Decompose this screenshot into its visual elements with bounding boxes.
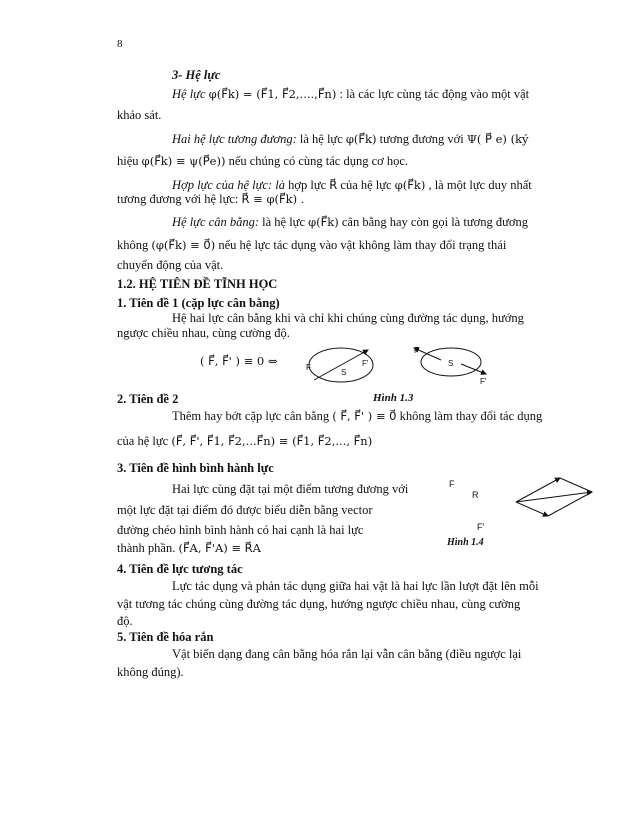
formula: (F⃗, F⃗', F⃗1, F⃗2,...F⃗n) ≡ (F⃗1, F⃗2,..., F⃗n) xyxy=(171,434,373,448)
parallelogram-side xyxy=(560,478,592,492)
formula: ( F⃗, F⃗' ) ≡ 0⃗ xyxy=(332,409,397,423)
paragraph-line: khảo sát. xyxy=(117,108,162,122)
formula: R⃗ xyxy=(329,178,338,192)
text: nếu chúng có cùng tác dụng cơ học. xyxy=(228,154,409,168)
axiom-4-heading: 4. Tiên đề lực tương tác xyxy=(117,562,243,576)
paragraph-line xyxy=(117,154,408,169)
axiom-3-line: một lực đặt tại điểm đó được biểu diễn bằng vector xyxy=(117,503,373,517)
fig-label-s: S xyxy=(448,359,454,368)
formula: φ(F⃗k) xyxy=(308,215,339,229)
axiom-1-line: ngược chiều nhau, cùng cường độ. xyxy=(117,326,290,340)
formula: φ(F⃗k) xyxy=(345,132,377,146)
text: là hệ lực xyxy=(299,132,343,146)
fig-label-f: F xyxy=(449,479,455,489)
fig-label-f: F xyxy=(306,363,311,372)
paragraph-line: chuyển động của vật. xyxy=(117,258,224,272)
term: Hệ lực xyxy=(172,87,206,101)
fig-label-r: R xyxy=(472,490,479,500)
axiom-4-line: Lực tác dụng và phản tác dụng giữa hai vật là hai lực lần lượt đặt lên mỗi xyxy=(172,579,539,593)
term: Hệ lực cân bằng: xyxy=(172,215,259,229)
axiom-1-line: Hệ hai lực cân bằng khi và chỉ khi chúng cùng đường tác dụng, hướng xyxy=(172,311,524,325)
axiom-2-line xyxy=(172,409,542,424)
text: hợp lực xyxy=(288,178,327,192)
text: của hệ lực xyxy=(117,434,169,448)
fig-label-f-prime: F' xyxy=(477,522,485,532)
axiom-1-formula: ( F⃗, F⃗' ) ≡ 0 ⇔ xyxy=(200,354,278,368)
figure-1-4-caption: Hình 1.4 xyxy=(447,537,484,548)
text: là hệ lực xyxy=(262,215,305,229)
section-heading-he-luc: 3- Hệ lực xyxy=(172,68,221,82)
paragraph-tuong-duong xyxy=(172,132,529,147)
text: thành phần. xyxy=(117,541,176,555)
formula: Ψ( P⃗ e) (ký xyxy=(466,132,529,146)
formula: (F⃗A, F⃗'A) ≡ R⃗A xyxy=(178,541,261,555)
paragraph-can-bang xyxy=(172,215,528,230)
page-number: 8 xyxy=(117,38,123,50)
vector-f xyxy=(516,478,560,502)
vector-f-prime xyxy=(516,502,548,516)
section-heading-1-2: 1.2. HỆ TIÊN ĐỀ TĨNH HỌC xyxy=(117,277,278,291)
axiom-2-heading: 2. Tiên đề 2 xyxy=(117,392,179,406)
formula: φ(F⃗k) = (F⃗1, F⃗2,....,F⃗n) xyxy=(208,87,337,101)
axiom-5-line: không đúng). xyxy=(117,665,184,679)
fig-label-f-prime: F' xyxy=(480,377,487,386)
text: không xyxy=(117,238,149,252)
paragraph-line xyxy=(117,238,506,253)
formula: φ(F⃗k) xyxy=(394,178,426,192)
term: Hai hệ lực tương đương: xyxy=(172,132,297,146)
text: , là một lực duy nhất xyxy=(428,178,532,192)
force-arrow-f-prime xyxy=(461,364,486,374)
text: Thêm hay bớt cặp lực cân bằng xyxy=(172,409,330,423)
axiom-3-line: Hai lực cùng đặt tại một điểm tương đương với xyxy=(172,482,409,496)
text: cân bằng hay còn gọi là tương đương xyxy=(341,215,528,229)
axiom-5-heading: 5. Tiên đề hóa rắn xyxy=(117,630,214,644)
paragraph-line xyxy=(117,192,304,207)
text: : là các lực cùng tác động vào một vật xyxy=(339,87,530,101)
paragraph-he-luc xyxy=(172,87,529,102)
text: của hệ lực xyxy=(340,178,392,192)
text: nếu hệ lực tác dụng vào vật không làm thay đổi trạng thái xyxy=(218,238,507,252)
axiom-5-line: Vật biến dạng đang cân bằng hóa rắn lại vẫn cân bằng (điều ngược lại xyxy=(172,647,522,661)
axiom-1-heading: 1. Tiên đề 1 (cặp lực cân bằng) xyxy=(117,296,280,310)
axiom-3-line xyxy=(117,541,261,556)
formula: (φ(F⃗k) ≡ 0⃗) xyxy=(151,238,216,252)
fig-label-f-prime: F' xyxy=(362,359,369,368)
text: hiệu xyxy=(117,154,139,168)
text: không làm thay đổi tác dụng xyxy=(399,409,543,423)
figure-1-3 xyxy=(296,340,506,394)
paragraph-hop-luc xyxy=(172,178,532,193)
axiom-4-line: vật tương tác chúng cùng đường tác dụng, hướng ngược chiều nhau, cùng cường xyxy=(117,597,521,611)
axiom-3-line: đường chéo hình bình hành có hai cạnh là hai lực xyxy=(117,523,364,537)
figure-1-3-caption: Hình 1.3 xyxy=(373,392,414,404)
formula: φ(F⃗k) ≡ ψ(P⃗e)) xyxy=(141,154,226,168)
parallelogram-side xyxy=(548,492,592,516)
fig-label-f: F xyxy=(414,346,419,355)
axiom-2-line xyxy=(117,434,372,449)
text: tương đương với hệ lực: xyxy=(117,192,239,206)
term: Hợp lực của hệ lực: là xyxy=(172,178,285,192)
formula: R⃗ ≡ φ(F⃗k) . xyxy=(241,192,305,206)
text: tương đương với xyxy=(379,132,464,146)
axiom-4-line: độ. xyxy=(117,614,133,628)
axiom-3-heading: 3. Tiên đề hình bình hành lực xyxy=(117,461,274,475)
fig-label-s: S xyxy=(341,368,347,377)
vector-r xyxy=(516,492,592,502)
